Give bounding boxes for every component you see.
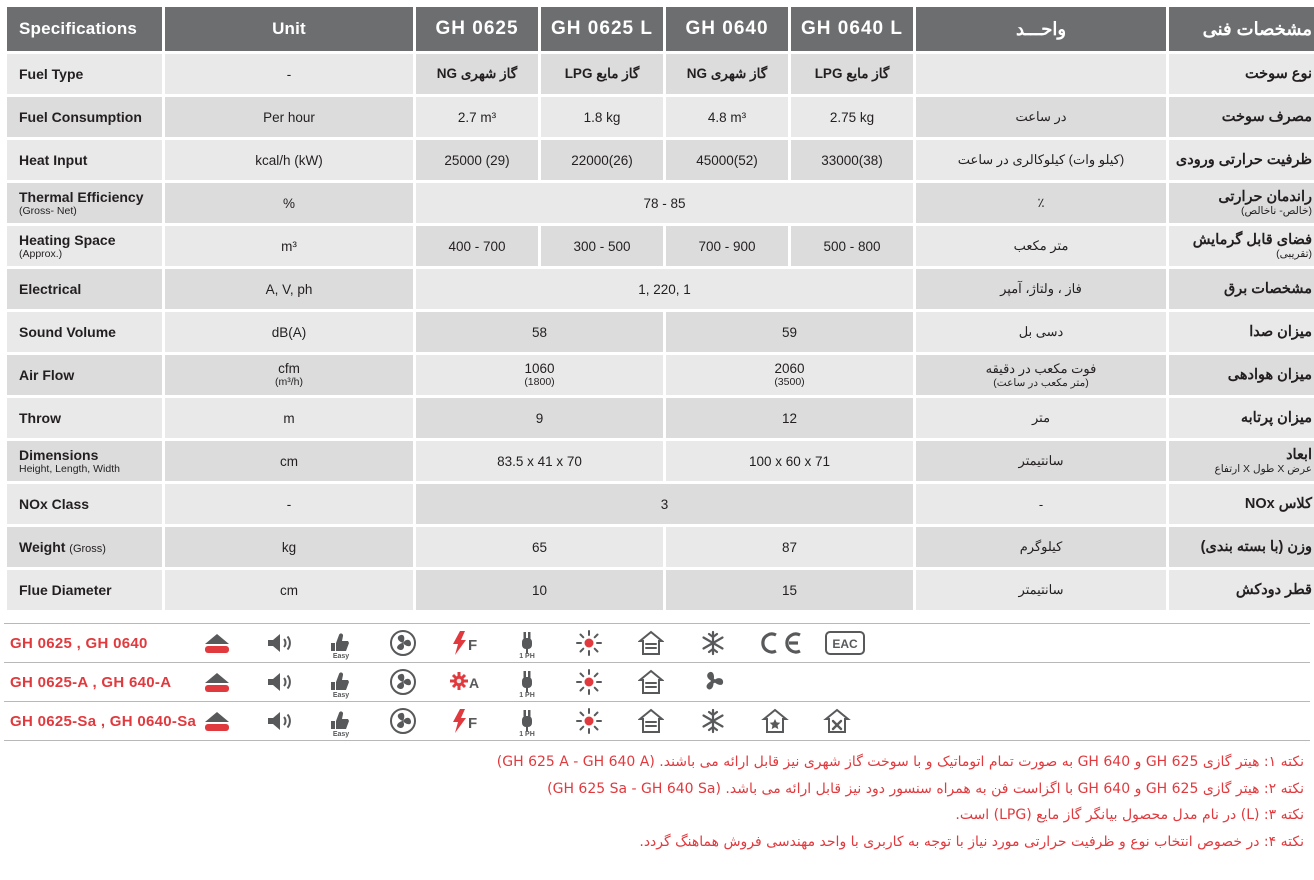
- row-label-sub: (Gross- Net): [19, 204, 77, 217]
- efficiency-caption: 78%: [209, 653, 224, 660]
- cell-gh0625-group-flue-diameter: 10: [416, 570, 663, 610]
- row-label-nox-class: NOx Class: [7, 484, 162, 524]
- row-label-fa-dimensions: [1169, 441, 1314, 481]
- row-label-fa-fuel-type: نوع سوخت: [1169, 54, 1314, 94]
- sound-icon: [248, 703, 310, 739]
- row-unit-fa-heating-space: متر مکعب: [916, 226, 1166, 266]
- row-unit-sound-volume: dB(A): [165, 312, 413, 352]
- sun-icon: [558, 703, 620, 739]
- efficiency-caption: 78%: [209, 692, 224, 699]
- cell-gh0640-group-sound-volume: 59: [666, 312, 913, 352]
- header-unit-fa: واحـــد: [916, 7, 1166, 51]
- cell-gh0640l-fuel-consumption: 2.75 kg: [791, 97, 913, 137]
- efficiency-icon: [186, 625, 248, 661]
- row-unit-fa-fuel-consumption: در ساعت: [916, 97, 1166, 137]
- row-label-fa-text: راندمان حرارتی: [1218, 188, 1312, 205]
- header-model-gh0640: GH 0640: [666, 7, 788, 51]
- svg-text:F: F: [468, 637, 478, 654]
- row-label-sub: Height, Length, Width: [19, 462, 120, 475]
- easy-install-caption: Easy: [332, 692, 350, 699]
- row-unit-dimensions: cm: [165, 441, 413, 481]
- row-label-fa-sub: عرض X طول X ارتفاع: [1214, 462, 1312, 475]
- efficiency-icon: [186, 703, 248, 739]
- row-unit-fa-flue-diameter: سانتیمتر: [916, 570, 1166, 610]
- plug-icon: [496, 625, 558, 661]
- house-heat-icon: [620, 664, 682, 700]
- row-label-fa-heat-input: ظرفیت حرارتی ورودی: [1169, 140, 1314, 180]
- easy-install-caption: Easy: [332, 653, 350, 660]
- note-2: نکته ۲: هیتر گازی GH 625 و GH 640 با اگزاست فن به همراه سنسور دود نیز قابل ارائه می باشد. (GH 625 Sa - GH 640 Sa): [547, 780, 1304, 797]
- easy-install-caption: Easy: [332, 731, 350, 738]
- table-row: [7, 269, 1314, 309]
- cell-span-thermal-efficiency: 78 - 85: [416, 183, 913, 223]
- fan-circle-icon: [372, 703, 434, 739]
- efficiency-caption: 78%: [209, 731, 224, 738]
- sound-icon: [248, 664, 310, 700]
- row-label-sub-inline: (Gross): [69, 543, 106, 555]
- header-unit: Unit: [165, 7, 413, 51]
- cell-gh0625-fuel-type: NG گاز شهری: [416, 54, 538, 94]
- row-unit-fa-nox-class: -: [916, 484, 1166, 524]
- legend-row: [4, 663, 1310, 702]
- row-unit-fa-heat-input: (کیلو وات) کیلوکالری در ساعت: [916, 140, 1166, 180]
- cell-gh0640-group-weight: 87: [666, 527, 913, 567]
- cell-gh0625-group-sound-volume: 58: [416, 312, 663, 352]
- row-unit-fa-sound-volume: دسی بل: [916, 312, 1166, 352]
- cell-gh0640-group-throw: 12: [666, 398, 913, 438]
- legend-model-names: GH 0625 , GH 0640: [10, 634, 148, 652]
- row-label-text: Weight: [19, 539, 66, 555]
- row-label-fa-fuel-consumption: مصرف سوخت: [1169, 97, 1314, 137]
- row-label-fa-electrical: مشخصات برق: [1169, 269, 1314, 309]
- row-label-text: Thermal Efficiency: [19, 188, 144, 205]
- cell-gh0640-group-dimensions: 100 x 60 x 71: [666, 441, 913, 481]
- air-flow-cfm: 1060: [524, 361, 555, 377]
- row-unit-nox-class: -: [165, 484, 413, 524]
- fan-blade-icon: [682, 664, 744, 700]
- row-unit-fa-thermal-efficiency: ٪: [916, 183, 1166, 223]
- flame-f-icon: [434, 625, 496, 661]
- eac-mark-icon: [814, 625, 876, 661]
- cell-gh0640-fuel-type: NG گاز شهری: [666, 54, 788, 94]
- plug-caption: 1 PH: [519, 692, 535, 699]
- row-unit-fa-text: فوت مکعب در دقیقه: [985, 360, 1097, 376]
- row-label-fa-thermal-efficiency: [1169, 183, 1314, 223]
- row-label-fuel-type: Fuel Type: [7, 54, 162, 94]
- row-unit-air-flow: [165, 355, 413, 395]
- cell-gh0640-heating-space: 700 - 900: [666, 226, 788, 266]
- row-unit-thermal-efficiency: %: [165, 183, 413, 223]
- cell-gh0625-group-weight: 65: [416, 527, 663, 567]
- efficiency-icon: [186, 664, 248, 700]
- row-unit-fa-air-flow: [916, 355, 1166, 395]
- row-unit-fuel-type: -: [165, 54, 413, 94]
- easy-install-icon: [310, 664, 372, 700]
- auto-gear-a-icon: [434, 664, 496, 700]
- row-label-fa-weight: وزن (با بسته بندی): [1169, 527, 1314, 567]
- row-label-text: Dimensions: [19, 446, 99, 463]
- cell-gh0640l-heating-space: 500 - 800: [791, 226, 913, 266]
- cell-gh0640-group-flue-diameter: 15: [666, 570, 913, 610]
- row-label-sub: (Approx.): [19, 247, 63, 260]
- row-unit-fa-sub: (متر مکعب در ساعت): [993, 376, 1089, 389]
- row-label-fa-text: فضای قابل گرمایش: [1192, 231, 1312, 248]
- sun-icon: [558, 625, 620, 661]
- table-row: [7, 312, 1314, 352]
- cell-gh0625l-heating-space: 300 - 500: [541, 226, 663, 266]
- legend-row: [4, 702, 1310, 741]
- house-heat-icon: [620, 625, 682, 661]
- row-unit-fa-electrical: فاز ، ولتاژ، آمپر: [916, 269, 1166, 309]
- note-3: نکته ۳: (L) در نام مدل محصول بیانگر گاز مایع (LPG) است.: [955, 807, 1304, 824]
- row-label-fa-air-flow: میزان هوادهی: [1169, 355, 1314, 395]
- row-label-throw: Throw: [7, 398, 162, 438]
- row-unit-heat-input: kcal/h (kW): [165, 140, 413, 180]
- table-header-row: [7, 7, 1314, 51]
- plug-caption: 1 PH: [519, 653, 535, 660]
- legend-icon-group: [186, 664, 744, 700]
- header-model-gh0625l: GH 0625 L: [541, 7, 663, 51]
- row-label-dimensions: [7, 441, 162, 481]
- row-label-air-flow: Air Flow: [7, 355, 162, 395]
- plug-icon: [496, 664, 558, 700]
- spec-sheet: [0, 4, 1314, 880]
- cell-gh0625l-fuel-type: LPG گاز مایع: [541, 54, 663, 94]
- cell-span-electrical: 1, 220, 1: [416, 269, 913, 309]
- row-label-text: Heating Space: [19, 231, 116, 248]
- row-unit-fa-throw: متر: [916, 398, 1166, 438]
- cell-gh0625l-fuel-consumption: 1.8 kg: [541, 97, 663, 137]
- legend-model-names: GH 0625-Sa , GH 0640-Sa: [10, 712, 197, 730]
- row-label-fa-text: ابعاد: [1286, 446, 1312, 463]
- row-label-fa-nox-class: کلاس NOx: [1169, 484, 1314, 524]
- table-row: [7, 484, 1314, 524]
- table-row: [7, 183, 1314, 223]
- row-label-fa-sound-volume: میزان صدا: [1169, 312, 1314, 352]
- row-label-fuel-consumption: Fuel Consumption: [7, 97, 162, 137]
- plug-caption: 1 PH: [519, 731, 535, 738]
- table-row: [7, 355, 1314, 395]
- row-label-thermal-efficiency: [7, 183, 162, 223]
- air-flow-cfm: 2060: [774, 361, 805, 377]
- row-unit-fa-weight: کیلوگرم: [916, 527, 1166, 567]
- row-unit-flue-diameter: cm: [165, 570, 413, 610]
- svg-text:EAC: EAC: [832, 637, 858, 651]
- note-4: نکته ۴: در خصوص انتخاب نوع و ظرفیت حرارتی مورد نیاز با توجه به کاربری با واحد مهندسی فروش هماهنگ گردد.: [639, 833, 1304, 850]
- table-row: [7, 97, 1314, 137]
- table-row: [7, 570, 1314, 610]
- legend-row: [4, 623, 1310, 663]
- snowflake-icon: [682, 703, 744, 739]
- cell-gh0625-group-air-flow: [416, 355, 663, 395]
- row-unit-fa-fuel-type: [916, 54, 1166, 94]
- row-unit-throw: m: [165, 398, 413, 438]
- row-unit-electrical: A, V, ph: [165, 269, 413, 309]
- table-row: [7, 226, 1314, 266]
- row-unit-weight: kg: [165, 527, 413, 567]
- cell-gh0625-group-throw: 9: [416, 398, 663, 438]
- row-label-electrical: Electrical: [7, 269, 162, 309]
- row-label-flue-diameter: Flue Diameter: [7, 570, 162, 610]
- row-label-weight: [7, 527, 162, 567]
- row-label-heating-space: [7, 226, 162, 266]
- specifications-table: [4, 4, 1314, 613]
- cell-gh0625-group-dimensions: 83.5 x 41 x 70: [416, 441, 663, 481]
- easy-install-icon: [310, 625, 372, 661]
- legend-model-names: GH 0625-A , GH 640-A: [10, 673, 172, 691]
- plug-icon: [496, 703, 558, 739]
- row-label-sound-volume: Sound Volume: [7, 312, 162, 352]
- row-unit-fa-dimensions: سانتیمتر: [916, 441, 1166, 481]
- svg-text:F: F: [468, 715, 478, 732]
- header-specifications: Specifications: [7, 7, 162, 51]
- flame-f-icon: [434, 703, 496, 739]
- cell-gh0625-heating-space: 400 - 700: [416, 226, 538, 266]
- header-model-gh0625: GH 0625: [416, 7, 538, 51]
- row-label-fa-heating-space: [1169, 226, 1314, 266]
- row-unit-text: cfm: [278, 361, 300, 377]
- table-row: [7, 441, 1314, 481]
- cell-gh0625-heat-input: 25000 (29): [416, 140, 538, 180]
- table-row: [7, 140, 1314, 180]
- row-unit-fuel-consumption: Per hour: [165, 97, 413, 137]
- icon-legend: [4, 623, 1310, 741]
- cell-gh0625-fuel-consumption: 2.7 m³: [416, 97, 538, 137]
- ce-mark-icon: [744, 625, 814, 661]
- note-1: نکته ۱: هیتر گازی GH 625 و GH 640 به صورت تمام اتوماتیک و با سوخت گاز شهری نیز قابل ارائه می باشند. (GH 625 A - GH 640 A): [496, 754, 1304, 770]
- house-heat-icon: [620, 703, 682, 739]
- house-x-icon: [806, 703, 868, 739]
- cell-gh0640-group-air-flow: [666, 355, 913, 395]
- cell-gh0625l-heat-input: 22000(26): [541, 140, 663, 180]
- table-row: [7, 54, 1314, 94]
- snowflake-icon: [682, 625, 744, 661]
- table-row: [7, 527, 1314, 567]
- row-label-fa-flue-diameter: قطر دودکش: [1169, 570, 1314, 610]
- air-flow-m3h: (1800): [524, 376, 555, 389]
- header-specifications-fa: مشخصات فنی: [1169, 7, 1314, 51]
- row-unit-sub: (m³/h): [275, 376, 303, 389]
- svg-text:A: A: [469, 675, 480, 691]
- cell-span-nox-class: 3: [416, 484, 913, 524]
- fan-circle-icon: [372, 664, 434, 700]
- table-row: [7, 398, 1314, 438]
- row-label-heat-input: Heat Input: [7, 140, 162, 180]
- row-unit-heating-space: m³: [165, 226, 413, 266]
- fan-circle-icon: [372, 625, 434, 661]
- sound-icon: [248, 625, 310, 661]
- row-label-fa-throw: میزان پرتابه: [1169, 398, 1314, 438]
- header-model-gh0640l: GH 0640 L: [791, 7, 913, 51]
- cell-gh0640-fuel-consumption: 4.8 m³: [666, 97, 788, 137]
- cell-gh0640-heat-input: 45000(52): [666, 140, 788, 180]
- legend-icon-group: [186, 625, 876, 661]
- sun-icon: [558, 664, 620, 700]
- cell-gh0640l-fuel-type: LPG گاز مایع: [791, 54, 913, 94]
- notes-section: [0, 749, 1314, 855]
- cell-gh0640l-heat-input: 33000(38): [791, 140, 913, 180]
- house-star-icon: [744, 703, 806, 739]
- row-label-fa-sub: (تقریبی): [1276, 247, 1312, 260]
- easy-install-icon: [310, 703, 372, 739]
- legend-icon-group: [186, 703, 868, 739]
- air-flow-m3h: (3500): [774, 376, 805, 389]
- row-label-fa-sub: (خالص- ناخالص): [1240, 204, 1312, 217]
